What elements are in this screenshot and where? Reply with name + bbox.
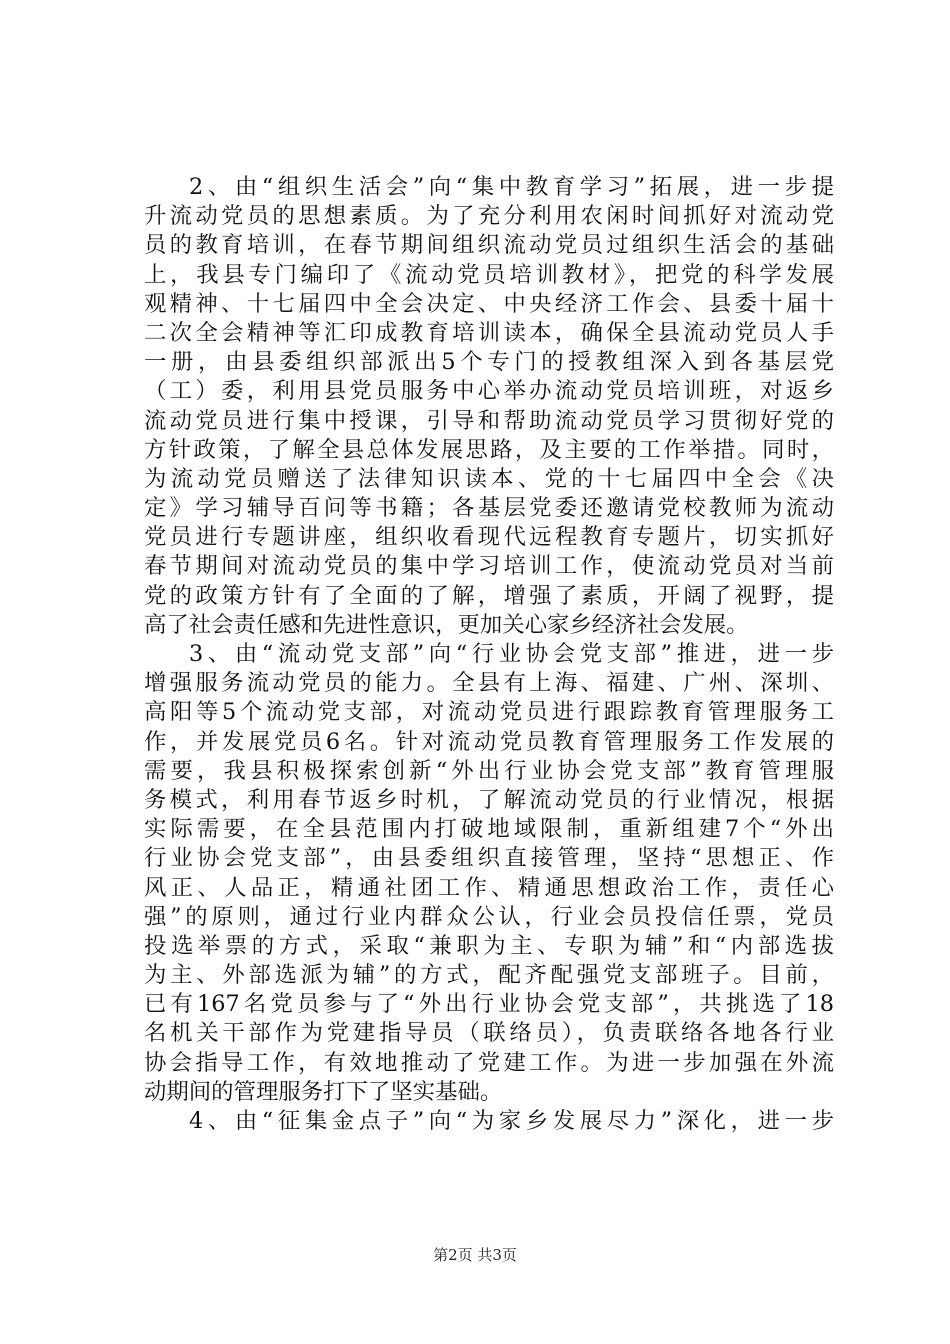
text-line: （工）委，利用县党员服务中心举办流动党员培训班，对返乡 — [144, 378, 834, 405]
text-line: 定》学习辅导百问等书籍；各基层党委还邀请党校教师为流动 — [144, 495, 834, 522]
text-line: 强”的原则，通过行业内群众公认，行业会员投信任票，党员 — [144, 903, 834, 930]
text-line: 方针政策，了解全县总体发展思路，及主要的工作举措。同时， — [144, 436, 834, 463]
text-line: 行业协会党支部”，由县委组织直接管理，坚持“思想正、作 — [144, 845, 834, 872]
text-line: 作，并发展党员6名。针对流动党员教育管理服务工作发展的 — [144, 728, 834, 755]
text-line: 高了社会责任感和先进性意识，更加关心家乡经济社会发展。 — [144, 611, 749, 638]
text-line: 增强服务流动党员的能力。全县有上海、福建、广州、深圳、 — [144, 670, 834, 697]
text-line: 一册，由县委组织部派出5个专门的授教组深入到各基层党 — [144, 349, 834, 376]
paragraph-first-line: 4、由“征集金点子”向“为家乡发展尽力”深化，进一步 — [189, 1108, 834, 1134]
text-line: 流动党员进行集中授课，引导和帮助流动党员学习贯彻好党的 — [144, 407, 834, 434]
text-line: 务模式，利用春节返乡时机，了解流动党员的行业情况，根据 — [144, 786, 834, 813]
text-line: 为流动党员赠送了法律知识读本、党的十七届四中全会《决 — [144, 465, 834, 492]
document-body — [144, 173, 834, 1136]
text-line: 二次全会精神等汇印成教育培训读本，确保全县流动党员人手 — [144, 319, 834, 346]
text-line: 协会指导工作，有效地推动了党建工作。为进一步加强在外流 — [144, 1049, 834, 1076]
text-line: 党的政策方针有了全面的了解，增强了素质，开阔了视野，提 — [144, 582, 834, 609]
text-line: 投选举票的方式，采取“兼职为主、专职为辅”和“内部选拔 — [144, 932, 834, 959]
text-line: 实际需要，在全县范围内打破地域限制，重新组建7个“外出 — [144, 816, 834, 843]
text-line: 员的教育培训，在春节期间组织流动党员过组织生活会的基础 — [144, 232, 834, 259]
text-line: 名机关干部作为党建指导员（联络员），负责联络各地各行业 — [144, 1020, 834, 1047]
text-line: 党员进行专题讲座，组织收看现代远程教育专题片，切实抓好 — [144, 524, 834, 551]
paragraph-first-line: 2、由“组织生活会”向“集中教育学习”拓展，进一步提 — [189, 174, 834, 200]
text-line: 高阳等5个流动党支部，对流动党员进行跟踪教育管理服务工 — [144, 699, 834, 726]
text-line: 上，我县专门编印了《流动党员培训教材》，把党的科学发展 — [144, 261, 834, 288]
text-line: 风正、人品正，精通社团工作、精通思想政治工作，责任心 — [144, 874, 834, 901]
text-line: 观精神、十七届四中全会决定、中央经济工作会、县委十届十 — [144, 290, 834, 317]
paragraph-first-line: 3、由“流动党支部”向“行业协会党支部”推进，进一步 — [189, 641, 834, 667]
text-line: 需要，我县积极探索创新“外出行业协会党支部”教育管理服 — [144, 757, 834, 784]
text-line: 为主、外部选派为辅”的方式，配齐配强党支部班子。目前， — [144, 962, 834, 989]
page-footer: 第2页 共3页 — [433, 1246, 517, 1264]
text-line: 动期间的管理服务打下了坚实基础。 — [144, 1078, 503, 1105]
text-line: 春节期间对流动党员的集中学习培训工作，使流动党员对当前 — [144, 553, 834, 580]
text-line: 升流动党员的思想素质。为了充分利用农闲时间抓好对流动党 — [144, 203, 834, 230]
text-line: 已有167名党员参与了“外出行业协会党支部”，共挑选了18 — [144, 991, 834, 1018]
